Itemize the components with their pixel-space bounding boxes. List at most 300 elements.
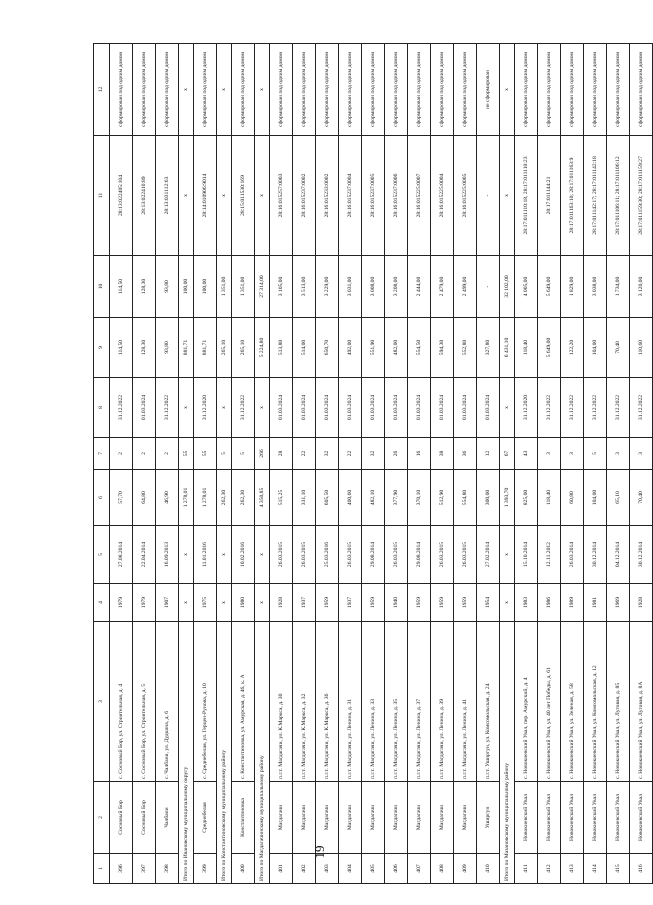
- table-cell: 01.03.2024: [316, 378, 339, 438]
- table-cell: 409: [454, 854, 477, 884]
- table-cell: 31.12.2020: [194, 378, 217, 438]
- column-number: 5: [94, 526, 110, 584]
- table-cell: Новокиевский Увал: [515, 782, 538, 854]
- table-cell: х: [500, 136, 515, 256]
- table-cell: 3 038,00: [584, 256, 607, 318]
- table-cell: 118,40: [515, 318, 538, 378]
- table-row: [538, 44, 561, 884]
- column-number: 2: [94, 782, 110, 854]
- table-cell: 22.04.2014: [133, 526, 156, 584]
- table-cell: 04.12.2014: [607, 526, 630, 584]
- table-row: [408, 44, 431, 884]
- table-cell: 399: [194, 854, 217, 884]
- table-cell: 404: [339, 854, 362, 884]
- table-cell: 1 351,00: [232, 256, 255, 318]
- table-cell: 22: [339, 438, 362, 470]
- table-cell: 104,00: [584, 470, 607, 526]
- table-cell: сформирован под одним домом: [362, 44, 385, 136]
- table-cell: сформирован под одним домом: [515, 44, 538, 136]
- table-cell: 2: [156, 438, 179, 470]
- table-cell: 405: [362, 854, 385, 884]
- table-cell: 3 105,00: [270, 256, 293, 318]
- table-cell: с. Новокиевский Увал, ул. Зеленая, д. 58: [561, 622, 584, 782]
- table-cell: 4 005,00: [515, 256, 538, 318]
- table-cell: Сосновый Бор: [110, 782, 133, 854]
- table-cell: 128,30: [133, 256, 156, 318]
- table-cell: 3: [607, 438, 630, 470]
- table-cell: п.г.т. Магдагачи, ул. Ленина, д. 41: [454, 622, 477, 782]
- table-cell: с. Константиновка, ул. Амурская, д. 46, к. А: [232, 622, 255, 782]
- table-cell: Чалбани: [156, 782, 179, 854]
- column-number: 4: [94, 584, 110, 622]
- table-cell: 38: [431, 438, 454, 470]
- table-cell: сформирован под одним домом: [316, 44, 339, 136]
- table-cell: 1 829,00: [561, 256, 584, 318]
- table-cell: 28:17:011110:18, 28:17:011110:23: [515, 136, 538, 256]
- table-cell: 43: [515, 438, 538, 470]
- table-cell: 3: [538, 438, 561, 470]
- table-cell: х: [255, 526, 270, 584]
- table-cell: 1975: [194, 584, 217, 622]
- table-cell: 3 229,00: [316, 256, 339, 318]
- table-cell: х: [500, 526, 515, 584]
- table-cell: 414: [584, 854, 607, 884]
- table-cell: 3 208,00: [385, 256, 408, 318]
- table-cell: 28:17:011106:11; 28:17:011106:12: [607, 136, 630, 256]
- table-cell: 31.12.2022: [232, 378, 255, 438]
- table-cell: 31.12.2020: [515, 378, 538, 438]
- table-cell: 1989: [561, 584, 584, 622]
- table-cell: сформирован под одним домом: [293, 44, 316, 136]
- column-number-row: [94, 44, 110, 884]
- table-cell: 31.12.2022: [607, 378, 630, 438]
- column-number: 3: [94, 622, 110, 782]
- table-row: [133, 44, 156, 884]
- table-cell: сформирован под одним домом: [110, 44, 133, 136]
- table-cell: 1959: [316, 584, 339, 622]
- table-cell: 1959: [362, 584, 385, 622]
- table-cell: сформирован под одним домом: [584, 44, 607, 136]
- table-cell: Магдагачи: [454, 782, 477, 854]
- table-cell: 12.11.2012: [538, 526, 561, 584]
- table-cell: 402: [293, 854, 316, 884]
- table-cell: 265,10: [217, 318, 232, 378]
- table-cell: 16.09.2013: [156, 526, 179, 584]
- table-cell: 12: [477, 438, 500, 470]
- table-cell: 01.03.2024: [477, 378, 500, 438]
- subtotal-row: [500, 44, 515, 884]
- table-cell: 3: [630, 438, 653, 470]
- table-cell: п.г.т. Магдагачи, ул. Ленина, д. 35: [385, 622, 408, 782]
- table-cell: 100,00: [179, 256, 194, 318]
- table-cell: 104,00: [584, 318, 607, 378]
- table-cell: сформирован под одним домом: [630, 44, 653, 136]
- table-cell: 28: [270, 438, 293, 470]
- table-cell: Среднебелая: [194, 782, 217, 854]
- table-cell: Магдагачи: [339, 782, 362, 854]
- table-cell: х: [217, 526, 232, 584]
- subtotal-label: Итого по Магдагачинскому муниципальному району: [255, 622, 270, 884]
- table-row: [584, 44, 607, 884]
- column-number: 10: [94, 256, 110, 318]
- table-cell: х: [179, 378, 194, 438]
- table-row: [630, 44, 653, 884]
- table-cell: 28:16:015225:0007: [408, 136, 431, 256]
- table-row: [561, 44, 584, 884]
- table-cell: 26.03.2015: [270, 526, 293, 584]
- column-number: 1: [94, 854, 110, 884]
- table-cell: 415: [607, 854, 630, 884]
- table-cell: сформирован под одним домом: [339, 44, 362, 136]
- table-row: [194, 44, 217, 884]
- column-number: 8: [94, 378, 110, 438]
- table-row: [362, 44, 385, 884]
- table-cell: Сосновый Бор: [133, 782, 156, 854]
- table-cell: 26.03.2015: [454, 526, 477, 584]
- table-cell: 01.03.2024: [385, 378, 408, 438]
- table-cell: 128,30: [133, 318, 156, 378]
- table-cell: 31.12.2022: [630, 378, 653, 438]
- table-cell: х: [217, 44, 232, 136]
- table-cell: с. Новокиевский Увал, ул. Луговая, д. 85: [607, 622, 630, 782]
- table-cell: 1959: [408, 584, 431, 622]
- table-row: [607, 44, 630, 884]
- table-cell: 28:16:015237:0005: [362, 136, 385, 256]
- table-cell: сформирован под одним домом: [194, 44, 217, 136]
- table-cell: 1907: [156, 584, 179, 622]
- column-number: 12: [94, 44, 110, 136]
- table-cell: 300,00: [477, 470, 500, 526]
- table-cell: 398: [156, 854, 179, 884]
- table-cell: 2 499,00: [454, 256, 477, 318]
- table-row: [110, 44, 133, 884]
- table-cell: 1979: [133, 584, 156, 622]
- subtotal-row: [179, 44, 194, 884]
- table-cell: 114,50: [110, 318, 133, 378]
- table-cell: 28:16:015233:0002: [316, 136, 339, 256]
- table-cell: 2: [110, 438, 133, 470]
- table-cell: 2 444,00: [408, 256, 431, 318]
- table-cell: х: [255, 378, 270, 438]
- table-cell: 554,80: [454, 470, 477, 526]
- table-cell: 114,50: [110, 256, 133, 318]
- table-cell: 60,80: [561, 470, 584, 526]
- table-cell: 881,71: [179, 318, 194, 378]
- table-cell: 27.02.2014: [477, 526, 500, 584]
- table-cell: 3 120,00: [630, 256, 653, 318]
- table-cell: 55: [179, 438, 194, 470]
- table-cell: Магдагачи: [431, 782, 454, 854]
- table-cell: 26.03.2015: [339, 526, 362, 584]
- table-cell: 28:16:015257:0003: [270, 136, 293, 256]
- table-cell: 01.03.2024: [431, 378, 454, 438]
- table-row: [232, 44, 255, 884]
- table-cell: 512,90: [431, 470, 454, 526]
- table-body: [94, 44, 653, 884]
- table-cell: х: [217, 584, 232, 622]
- table-cell: 1937: [339, 584, 362, 622]
- table-cell: 2: [133, 438, 156, 470]
- table-cell: с. Сосновый Бор, ул. Строительная, д. 5: [133, 622, 156, 782]
- table-cell: 400,60: [339, 470, 362, 526]
- table-cell: 28:16:015237:0006: [385, 136, 408, 256]
- table-cell: 93,80: [156, 318, 179, 378]
- table-cell: 122,20: [561, 318, 584, 378]
- table-cell: 31.12.2022: [538, 378, 561, 438]
- table-cell: 28:16:015225:0005: [454, 136, 477, 256]
- table-cell: 406: [385, 854, 408, 884]
- table-cell: 55: [194, 438, 217, 470]
- table-cell: 412: [538, 854, 561, 884]
- table-cell: 26.03.2014: [561, 526, 584, 584]
- table-cell: Магдагачи: [270, 782, 293, 854]
- table-cell: п.г.т. Магдагачи, ул. Ленина, д. 31: [339, 622, 362, 782]
- table-cell: 1954: [477, 584, 500, 622]
- table-cell: не сформирован: [477, 44, 500, 136]
- table-cell: сформирован под одним домом: [408, 44, 431, 136]
- table-cell: Уширгун: [477, 782, 500, 854]
- table-cell: -: [477, 136, 500, 256]
- table-cell: 28:16:015225:0004: [431, 136, 454, 256]
- table-cell: сформирован под одним домом: [270, 44, 293, 136]
- column-number: 9: [94, 318, 110, 378]
- table-cell: сформирован под одним домом: [431, 44, 454, 136]
- table-cell: 46,90: [156, 470, 179, 526]
- table-cell: сформирован под одним домом: [133, 44, 156, 136]
- table-cell: 1969: [607, 584, 630, 622]
- table-cell: 28:17:011142:17; 28:17:011142:18: [584, 136, 607, 256]
- table-cell: с. Среднебелая, ул. Герцен-Рунова, д. 10: [194, 622, 217, 782]
- table-cell: 110,60: [630, 318, 653, 378]
- table-cell: 57,70: [110, 470, 133, 526]
- table-cell: п.г.т. Магдагачи, ул. К.Маркса, д. 30: [270, 622, 293, 782]
- table-cell: 28:17:011159:30; 28:17:011159:27: [630, 136, 653, 256]
- table-cell: 26.03.2015: [385, 526, 408, 584]
- table-cell: 3 513,00: [293, 256, 316, 318]
- table-cell: Новокиевский Увал: [607, 782, 630, 854]
- table-cell: 5: [217, 438, 232, 470]
- table-cell: 30.12.2014: [630, 526, 653, 584]
- table-cell: 28:15:011530:169: [232, 136, 255, 256]
- table-cell: п.г.т. Уширгун, ул. Комсомольская, д. 24: [477, 622, 500, 782]
- table-cell: 22: [293, 438, 316, 470]
- table-cell: 15.10.2014: [515, 526, 538, 584]
- table-cell: 31.12.2022: [561, 378, 584, 438]
- table-cell: 28:13:031112:63: [156, 136, 179, 256]
- table-cell: 411: [515, 854, 538, 884]
- page-number: 19: [312, 845, 327, 859]
- table-cell: 408: [431, 854, 454, 884]
- table-cell: 5 224,80: [255, 318, 270, 378]
- table-cell: 5 649,00: [538, 256, 561, 318]
- table-cell: 6 431,10: [500, 318, 515, 378]
- table-cell: Константиновка: [232, 782, 255, 854]
- table-cell: 397: [133, 854, 156, 884]
- table-cell: 2 479,00: [431, 256, 454, 318]
- table-cell: 28:13:022410:89: [133, 136, 156, 256]
- table-cell: 01.03.2024: [339, 378, 362, 438]
- table-cell: с. Новокиевский Увал, ул. Луговая, д. 8А: [630, 622, 653, 782]
- table-cell: 265,10: [232, 318, 255, 378]
- table-cell: Магдагачи: [385, 782, 408, 854]
- table-cell: 25.03.2016: [316, 526, 339, 584]
- subtotal-row: [255, 44, 270, 884]
- table-row: [515, 44, 538, 884]
- table-cell: 118,40: [538, 470, 561, 526]
- table-row: [339, 44, 362, 884]
- table-cell: с. Чалбани, ул. Дудкина, д. 6: [156, 622, 179, 782]
- table-cell: 650,70: [316, 318, 339, 378]
- table-cell: 551,90: [362, 318, 385, 378]
- subtotal-label: Итого по Ивановскому муниципальному округу: [179, 622, 194, 884]
- table-cell: п.г.т. Магдагачи, ул. Ленина, д. 33: [362, 622, 385, 782]
- table-cell: 3 031,00: [339, 256, 362, 318]
- table-row: [385, 44, 408, 884]
- table-cell: 28:17:011144:21: [538, 136, 561, 256]
- table-cell: 1928: [270, 584, 293, 622]
- table-cell: 1937: [293, 584, 316, 622]
- table-row: [454, 44, 477, 884]
- table-cell: 5: [232, 438, 255, 470]
- table-cell: 16: [408, 438, 431, 470]
- table-cell: 515,25: [270, 470, 293, 526]
- table-cell: х: [217, 136, 232, 256]
- table-cell: 11.01.2016: [194, 526, 217, 584]
- table-cell: Магдагачи: [293, 782, 316, 854]
- table-cell: сформирован под одним домом: [538, 44, 561, 136]
- table-cell: 1928: [630, 584, 653, 622]
- table-cell: 1 351,00: [217, 256, 232, 318]
- table-cell: 482,10: [362, 470, 385, 526]
- table-cell: 4 350,85: [255, 470, 270, 526]
- table-cell: 1979: [110, 584, 133, 622]
- table-cell: Новокиевский Увал: [561, 782, 584, 854]
- table-cell: Новокиевский Увал: [538, 782, 561, 854]
- table-cell: 31.12.2022: [110, 378, 133, 438]
- table-cell: 1940: [385, 584, 408, 622]
- table-cell: п.г.т. Магдагачи, ул. К.Маркса, д. 36: [316, 622, 339, 782]
- table-cell: х: [500, 584, 515, 622]
- table-cell: 5: [584, 438, 607, 470]
- subtotal-label: Итого по Мазановскому муниципальному району: [500, 622, 515, 884]
- table-cell: 32 102,00: [500, 256, 515, 318]
- table-cell: х: [255, 44, 270, 136]
- table-cell: 413: [561, 854, 584, 884]
- table-cell: 825,00: [515, 470, 538, 526]
- table-cell: сформирован под одним домом: [607, 44, 630, 136]
- table-cell: сформирован под одним домом: [561, 44, 584, 136]
- table-cell: 416: [630, 854, 653, 884]
- table-cell: 100,00: [194, 256, 217, 318]
- table-cell: 410: [477, 854, 500, 884]
- table-cell: 64,80: [133, 470, 156, 526]
- table-cell: 3 008,00: [362, 256, 385, 318]
- table-cell: 32: [316, 438, 339, 470]
- table-cell: 29.08.2014: [408, 526, 431, 584]
- table-cell: 605,50: [316, 470, 339, 526]
- table-cell: п.г.т. Магдагачи, ул. Ленина, д. 37: [408, 622, 431, 782]
- table-cell: 36: [454, 438, 477, 470]
- housing-register-table: [93, 43, 653, 884]
- table-cell: 594,30: [431, 318, 454, 378]
- table-cell: 70,40: [607, 318, 630, 378]
- table-cell: 70,40: [630, 470, 653, 526]
- table-cell: с. Новокиевский Увал, пер. Амурский, д. 4: [515, 622, 538, 782]
- table-cell: Магдагачи: [362, 782, 385, 854]
- table-cell: 01.03.2024: [270, 378, 293, 438]
- table-cell: 31.12.2022: [584, 378, 607, 438]
- table-cell: х: [500, 44, 515, 136]
- table-cell: Новокиевский Увал: [630, 782, 653, 854]
- table-cell: Магдагачи: [408, 782, 431, 854]
- table-cell: 26: [385, 438, 408, 470]
- table-cell: 554,50: [408, 318, 431, 378]
- table-cell: 1980: [232, 584, 255, 622]
- subtotal-row: [217, 44, 232, 884]
- table-cell: 28:13:022405:104: [110, 136, 133, 256]
- table-cell: 1 278,01: [179, 470, 194, 526]
- table-row: [293, 44, 316, 884]
- table-cell: 1959: [454, 584, 477, 622]
- table-cell: Новокиевский Увал: [584, 782, 607, 854]
- table-cell: 3: [561, 438, 584, 470]
- table-cell: 27.08.2014: [110, 526, 133, 584]
- table-cell: 1 278,01: [194, 470, 217, 526]
- table-cell: 1986: [538, 584, 561, 622]
- table-cell: х: [255, 584, 270, 622]
- table-cell: 266: [255, 438, 270, 470]
- table-cell: 492,00: [339, 318, 362, 378]
- table-cell: 27 314,00: [255, 256, 270, 318]
- table-cell: п.г.т. Магдагачи, ул. К.Маркса, д. 32: [293, 622, 316, 782]
- table-cell: 93,80: [156, 256, 179, 318]
- table-cell: х: [255, 136, 270, 256]
- table-cell: х: [179, 44, 194, 136]
- table-cell: 28:17:011163:10; 28:17:011163:9: [561, 136, 584, 256]
- table-cell: сформирован под одним домом: [156, 44, 179, 136]
- table-cell: 482,00: [385, 318, 408, 378]
- table-cell: 29.08.2014: [362, 526, 385, 584]
- subtotal-label: Итого по Константиновскому муниципальному району: [217, 622, 232, 884]
- table-cell: сформирован под одним домом: [385, 44, 408, 136]
- table-cell: -: [477, 256, 500, 318]
- table-cell: 400: [232, 854, 255, 884]
- table-cell: 370,10: [408, 470, 431, 526]
- table-cell: 513,80: [270, 318, 293, 378]
- table-cell: 401: [270, 854, 293, 884]
- table-cell: 552,80: [454, 318, 477, 378]
- table-cell: 5 649,00: [538, 318, 561, 378]
- table-cell: 262,30: [232, 470, 255, 526]
- table-cell: 327,80: [477, 318, 500, 378]
- table-cell: 67: [500, 438, 515, 470]
- table-cell: х: [500, 378, 515, 438]
- table-cell: 377,90: [385, 470, 408, 526]
- column-number: 6: [94, 470, 110, 526]
- table-cell: 01.03.2024: [408, 378, 431, 438]
- table-cell: 01.03.2024: [133, 378, 156, 438]
- table-row: [270, 44, 293, 884]
- table-cell: сформирован под одним домом: [232, 44, 255, 136]
- table-cell: 1959: [431, 584, 454, 622]
- column-number: 11: [94, 136, 110, 256]
- table-cell: х: [179, 136, 194, 256]
- table-cell: 31.12.2022: [156, 378, 179, 438]
- table-cell: с. Сосновый Бор, ул. Строительная, д. 4: [110, 622, 133, 782]
- table-cell: 262,30: [217, 470, 232, 526]
- table-row: [316, 44, 339, 884]
- table-cell: 514,00: [293, 318, 316, 378]
